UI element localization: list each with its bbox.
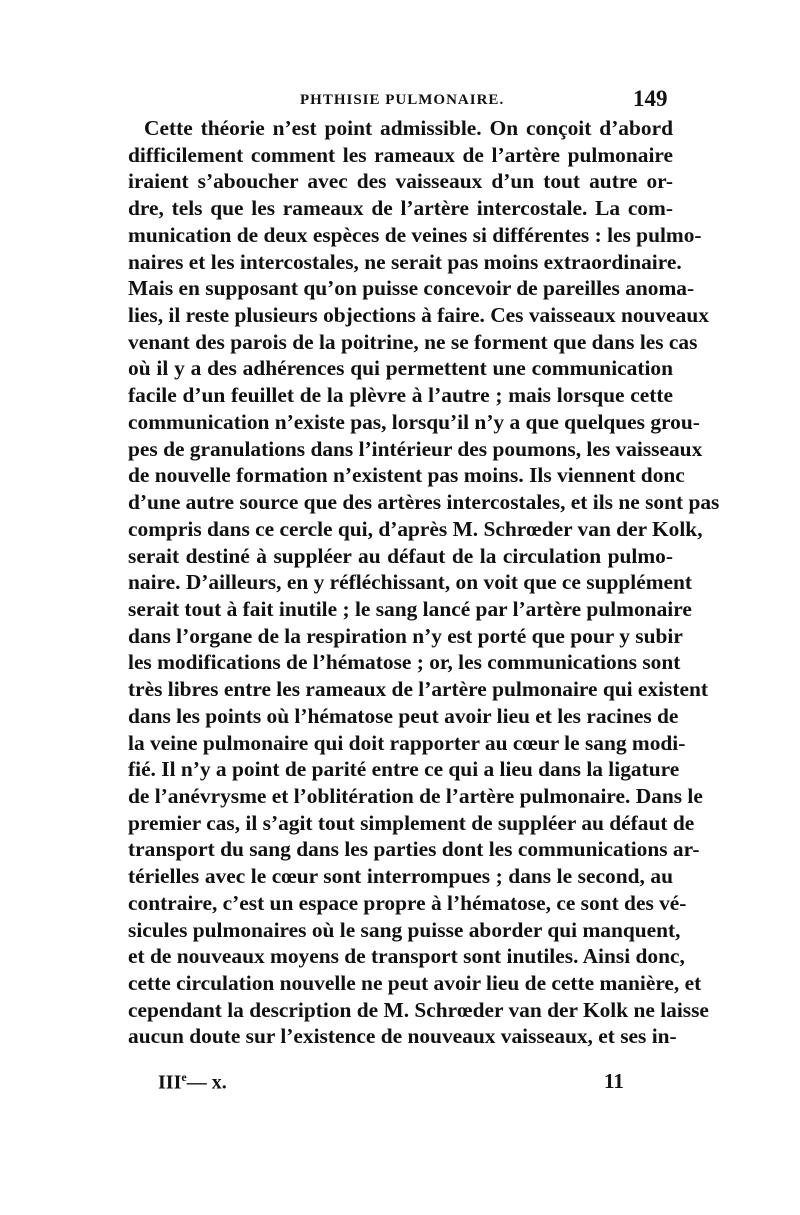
- text-line: premier cas, il s’agit tout simplement de suppléer au défaut de: [128, 810, 695, 835]
- text-line: contraire, c’est un espace propre à l’hématose, ce sont des vé-: [128, 890, 687, 915]
- text-line: très libres entre les rameaux de l’artère pulmonaire qui existent: [128, 677, 709, 702]
- text-line: aucun doute sur l’existence de nouveaux vaisseaux, et ses in-: [128, 1024, 677, 1049]
- text-line: cette circulation nouvelle ne peut avoir lieu de cette manière, et: [128, 971, 702, 995]
- text-line: difficilement comment les rameaux de l’artère pulmonaire: [128, 142, 673, 167]
- text-line: transport du sang dans les parties dont les communications ar-: [128, 837, 700, 862]
- text-line: les modifications de l’hématose ; or, les communications sont: [128, 650, 681, 675]
- text-line: compris dans ce cercle qui, d’après M. Schrœder van der Kolk,: [128, 516, 703, 541]
- text-line: iraient s’aboucher avec des vaisseaux d’un tout autre or-: [128, 169, 673, 194]
- sheet-number: 11: [604, 1069, 624, 1093]
- running-title: PHTHISIE PULMONAIRE.: [300, 92, 505, 108]
- text-line: munication de deux espèces de veines si différentes : les pulmo-: [128, 222, 702, 247]
- text-line: Cette théorie n’est point admissible. On conçoit d’abord: [144, 116, 673, 140]
- signature-main: III: [158, 1071, 182, 1094]
- page-number: 149: [633, 86, 668, 111]
- text-line: pes de granulations dans l’intérieur des poumons, les vaisseaux: [128, 436, 703, 461]
- gathering-signature: [158, 1070, 227, 1095]
- text-line: fié. Il n’y a point de parité entre ce qui a lieu dans la ligature: [128, 757, 680, 782]
- text-line: d’une autre source que des artères intercostales, et ils ne sont pas: [128, 490, 720, 515]
- text-line: la veine pulmonaire qui doit rapporter au cœur le sang modi-: [128, 730, 686, 755]
- text-line: dre, tels que les rameaux de l’artère intercostale. La com-: [128, 196, 673, 221]
- text-line: facile d’un feuillet de la plèvre à l’autre ; mais lorsque cette: [128, 383, 673, 408]
- text-line: naires et les intercostales, ne serait pas moins extraordinaire.: [128, 249, 682, 274]
- body-text: [128, 115, 720, 1050]
- text-line: de nouvelle formation n’existent pas moins. Ils viennent donc: [128, 463, 685, 488]
- text-line: et de nouveaux moyens de transport sont inutiles. Ainsi donc,: [128, 944, 685, 969]
- text-line: serait tout à fait inutile ; le sang lancé par l’artère pulmonaire: [128, 596, 692, 621]
- text-line: venant des parois de la poitrine, ne se forment que dans les cas: [128, 329, 698, 354]
- text-line: lies, il reste plusieurs objections à faire. Ces vaisseaux nouveaux: [128, 303, 709, 328]
- text-line: dans l’organe de la respiration n’y est porté que pour y subir: [128, 623, 683, 648]
- text-line: Mais en supposant qu’on puisse concevoir de pareilles anoma-: [128, 276, 695, 301]
- text-line: serait destiné à suppléer au défaut de la circulation pulmo-: [128, 543, 673, 568]
- text-line: communication n’existe pas, lorsqu’il n’y a que quelques grou-: [128, 409, 700, 434]
- signature-superscript: e: [181, 1070, 187, 1084]
- text-line: sicules pulmonaires où le sang puisse aborder qui manquent,: [128, 917, 681, 942]
- signature-tail: — x.: [186, 1071, 227, 1094]
- text-line: où il y a des adhérences qui permettent une communication: [128, 356, 673, 381]
- text-line: de l’anévrysme et l’oblitération de l’artère pulmonaire. Dans le: [128, 783, 703, 808]
- text-line: térielles avec le cœur sont interrompues ; dans le second, au: [128, 864, 673, 889]
- text-line: cependant la description de M. Schrœder van der Kolk ne laisse: [128, 997, 709, 1022]
- text-line: naire. D’ailleurs, en y réfléchissant, on voit que ce supplément: [128, 570, 693, 595]
- text-line: dans les points où l’hématose peut avoir lieu et les racines de: [128, 703, 679, 728]
